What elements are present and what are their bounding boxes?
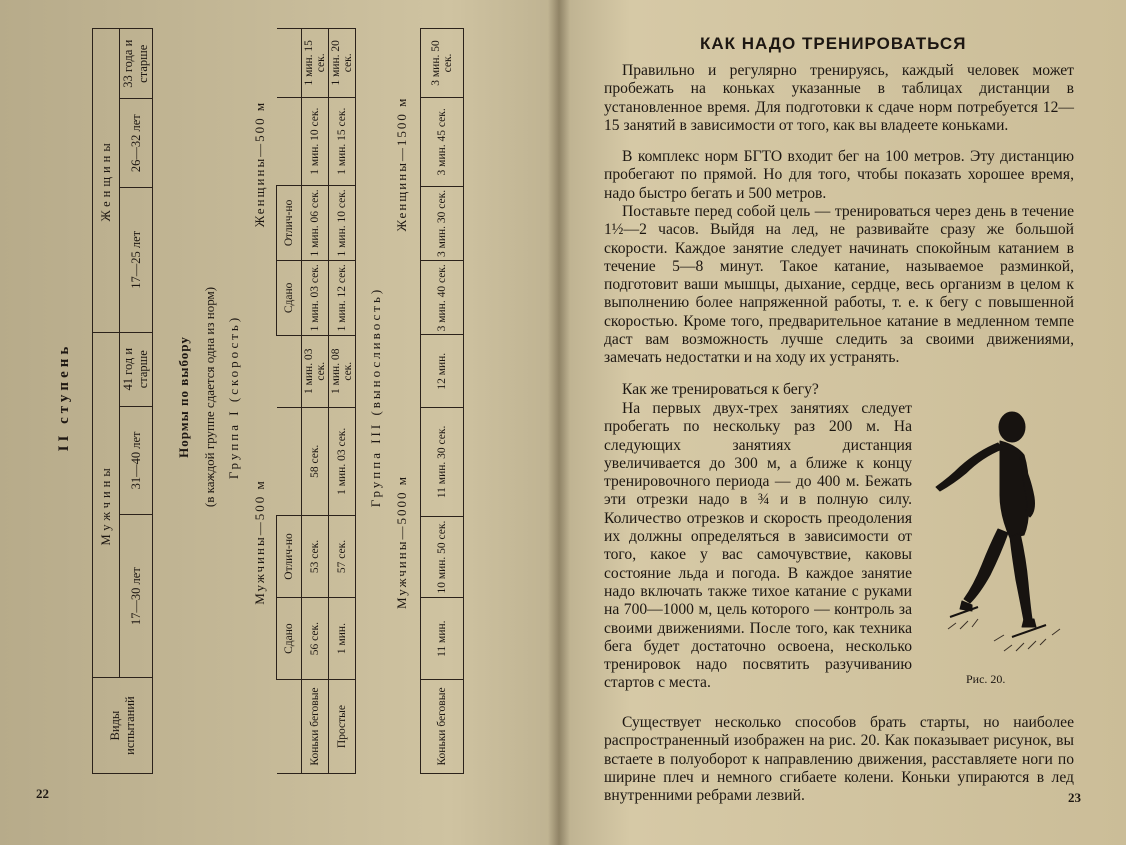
paragraph-4: На первых двух-трех занятиях следует пробегать по нескольку раз 200 м. На следующих занятиях дистанция увеличивается до 300 м, а ближе к концу тренировочного периода — до 400 м. Бежать эти отрезки надо в ¾ и в полную силу. Количество отрезков и скорость преодоления их должны определяться в зависимости от того, какое у вас самочувствие, каковы состояние льда и погода. В каждое занятие надо включать также тихое катание с руками на 700—1000 м, цель которого — контроль за своими движениями. После того, как техника бега будет достаточно освоена, несколько тренировок надо посвятить разучиванию стартов с места. (604, 400, 912, 692)
value-cell: 1 мин. 20 сек. (329, 29, 356, 98)
skater-figure (920, 405, 1070, 660)
endurance-table (420, 28, 464, 774)
value-cell: 1 мин. 12 сек. (329, 260, 356, 335)
value-cell: 56 сек. (302, 598, 329, 680)
value-cell: 10 мин. 50 сек. (421, 516, 464, 598)
right-page (570, 0, 1126, 845)
women-header: Женщины (93, 29, 120, 333)
page-number-right: 23 (1068, 790, 1081, 805)
value-cell: 1 мин. (329, 598, 356, 680)
group1-title: Группа I (скорость) (226, 314, 241, 480)
value-cell: 57 сек. (329, 515, 356, 597)
norms-header-table (92, 28, 153, 774)
men-5000-label: Мужчины—5000 м (394, 475, 409, 609)
section-title: КАК НАДО ТРЕНИРОВАТЬСЯ (700, 34, 967, 53)
age-group: 17—25 лет (120, 187, 153, 332)
optional-norms-title: Нормы по выбору (176, 336, 191, 458)
value-cell: 12 мин. (421, 335, 464, 408)
age-group: 33 года и старше (120, 29, 153, 99)
paragraph-3: Поставьте перед собой цель — тренироваться через день в течение 1½—2 часов. Выйдя на лед, не развивайте сразу же большой скорости. Каждое занятие следует начинать спокойным катанием в течение 5—8 минут. Такое катание, называемое разминкой, подготовит ваши мышцы, дыхание, сердце, весь организм в целом к выполнению более напряженной работы, т. е. к бегу с повышенной скоростью. Кроме того, предварительное катание в медленном темпе даст вам возможность лучше следить за своими движениями, замечать недостатки и на ходу их устранять. (604, 203, 1074, 367)
value-cell: 1 мин. 10 сек. (302, 97, 329, 185)
paragraph-5: Существует несколько способов брать старты, но наиболее распространенный изображен на рис. 20. Как показывает рисунок, вы встаете в полуоборот к направлению движения, расставляете ноги по ширине плеч и немного сгибаете колени. Коньки упираются в лед внутренними ребрами лезвий. (604, 714, 1074, 805)
value-cell: 11 мин. 30 сек. (421, 408, 464, 517)
kinds-header: Виды испытаний (93, 678, 153, 774)
value-cell: 3 мин. 30 сек. (421, 186, 464, 260)
figure-caption: Рис. 20. (966, 672, 1006, 686)
value-cell: 11 мин. (421, 598, 464, 680)
men-500-label: Мужчины—500 м (252, 479, 267, 605)
col-excellent: Отлич-но (277, 185, 302, 260)
value-cell: 1 мин. 03 сек. (302, 260, 329, 335)
value-cell: 1 мин. 03 сек. (329, 407, 356, 515)
value-cell: 3 мин. 45 сек. (421, 97, 464, 186)
table-row (329, 29, 356, 774)
row-label: Простые (329, 680, 356, 774)
table-row (302, 29, 329, 774)
men-header: Мужчины (93, 332, 120, 677)
age-group: 17—30 лет (120, 515, 153, 678)
value-cell: 1 мин. 03 сек. (302, 335, 329, 407)
row-label: Коньки беговые (302, 680, 329, 774)
optional-norms-note: (в каждой группе сдается одна из норм) (202, 286, 217, 508)
value-cell: 53 сек. (302, 515, 329, 597)
col-pass: Сдано (277, 260, 302, 335)
value-cell: 1 мин. 10 сек. (329, 185, 356, 260)
rotated-table-block (56, 20, 544, 774)
subheading: Как же тренироваться к бегу? (622, 381, 819, 398)
age-group: 41 год и старше (120, 332, 153, 406)
paragraph-1: Правильно и регулярно тренируясь, каждый человек может пробежать на коньках указанные в таблицах дистанции в установленное время. Для подготовки к сдаче норм потребуется 12—15 занятий в зависимости от того, как вы владеете коньками. (604, 62, 1074, 134)
value-cell: 3 мин. 50 сек. (421, 29, 464, 98)
book-gutter (548, 0, 570, 845)
group3-title: Группа III (выносливость) (368, 286, 383, 508)
value-cell: 1 мин. 15 сек. (329, 97, 356, 185)
row-label: Коньки беговые (421, 679, 464, 773)
value-cell: 1 мин. 06 сек. (302, 185, 329, 260)
page-number-left: 22 (36, 786, 49, 801)
stage-title: II ступень (56, 342, 72, 452)
women-1500-label: Женщины—1500 м (394, 96, 409, 232)
left-page (0, 0, 548, 845)
value-cell: 58 сек. (302, 407, 329, 515)
table-row (421, 29, 464, 774)
age-group: 31—40 лет (120, 406, 153, 514)
value-cell: 1 мин. 08 сек. (329, 335, 356, 407)
col-excellent: Отлич-но (277, 515, 302, 597)
value-cell: 3 мин. 40 сек. (421, 261, 464, 335)
paragraph-2: В комплекс норм БГТО входит бег на 100 метров. Эту дистанцию пробегают по прямой. Но для того, чтобы показать хорошее время, надо быстро бегать и 500 метров. (604, 148, 1074, 202)
value-cell: 1 мин. 15 сек. (302, 29, 329, 98)
speed-table (276, 28, 356, 774)
age-group: 26—32 лет (120, 99, 153, 187)
col-pass: Сдано (277, 598, 302, 680)
women-500-label: Женщины—500 м (252, 100, 267, 228)
